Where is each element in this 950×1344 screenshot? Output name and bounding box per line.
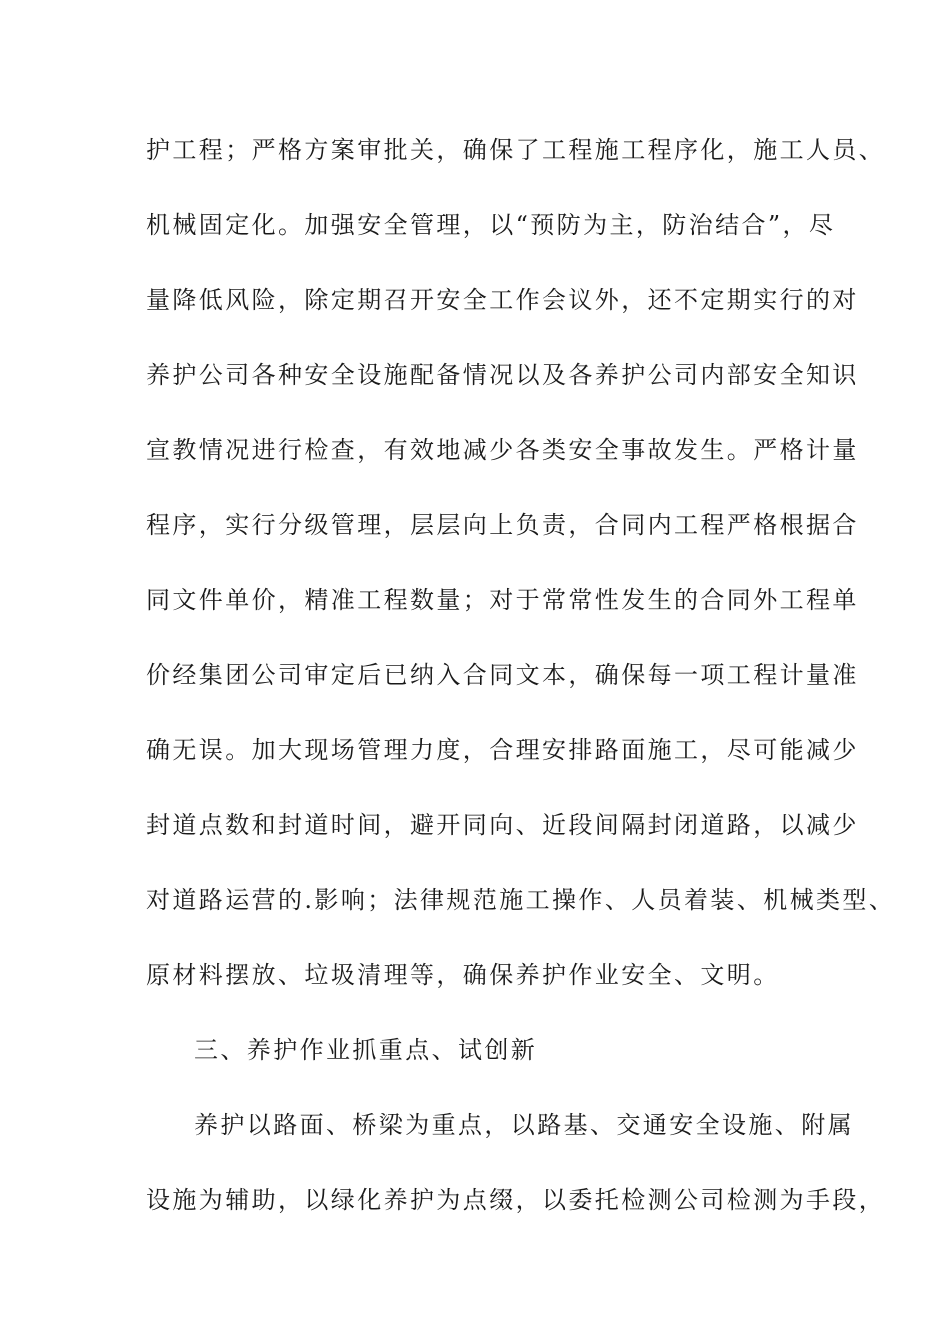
body-text (146, 122, 896, 1247)
text-line: 程序，实行分级管理，层层向上负责，合同内工程严格根据合 (146, 511, 859, 539)
text-line: 价经集团公司审定后已纳入合同文本，确保每一项工程计量准 (146, 661, 859, 689)
text-line: 原材料摆放、垃圾清理等，确保养护作业安全、文明。 (146, 961, 780, 989)
text-line: 机械固定化。加强安全管理，以“预防为主，防治结合”，尽 (146, 211, 836, 239)
text-line: 养护以路面、桥梁为重点，以路基、交通安全设施、附属 (194, 1111, 854, 1139)
text-line: 量降低风险，除定期召开安全工作会议外，还不定期实行的对 (146, 286, 859, 314)
text-line: 封道点数和封道时间，避开同向、近段间隔封闭道路，以减少 (146, 811, 859, 839)
text-line: 养护公司各种安全设施配备情况以及各养护公司内部安全知识 (146, 361, 859, 389)
text-line: 对道路运营的.影响；法律规范施工操作、人员着装、机械类型、 (146, 886, 896, 914)
text-line: 确无误。加大现场管理力度，合理安排路面施工，尽可能减少 (146, 736, 859, 764)
text-line: 护工程；严格方案审批关，确保了工程施工程序化，施工人员、 (146, 136, 886, 164)
text-line: 同文件单价，精准工程数量；对于常常性发生的合同外工程单 (146, 586, 859, 614)
section-heading: 三、养护作业抓重点、试创新 (194, 1036, 538, 1064)
text-line: 宣教情况进行检查，有效地减少各类安全事故发生。严格计量 (146, 436, 859, 464)
text-line: 设施为辅助，以绿化养护为点缀，以委托检测公司检测为手段， (146, 1186, 886, 1214)
